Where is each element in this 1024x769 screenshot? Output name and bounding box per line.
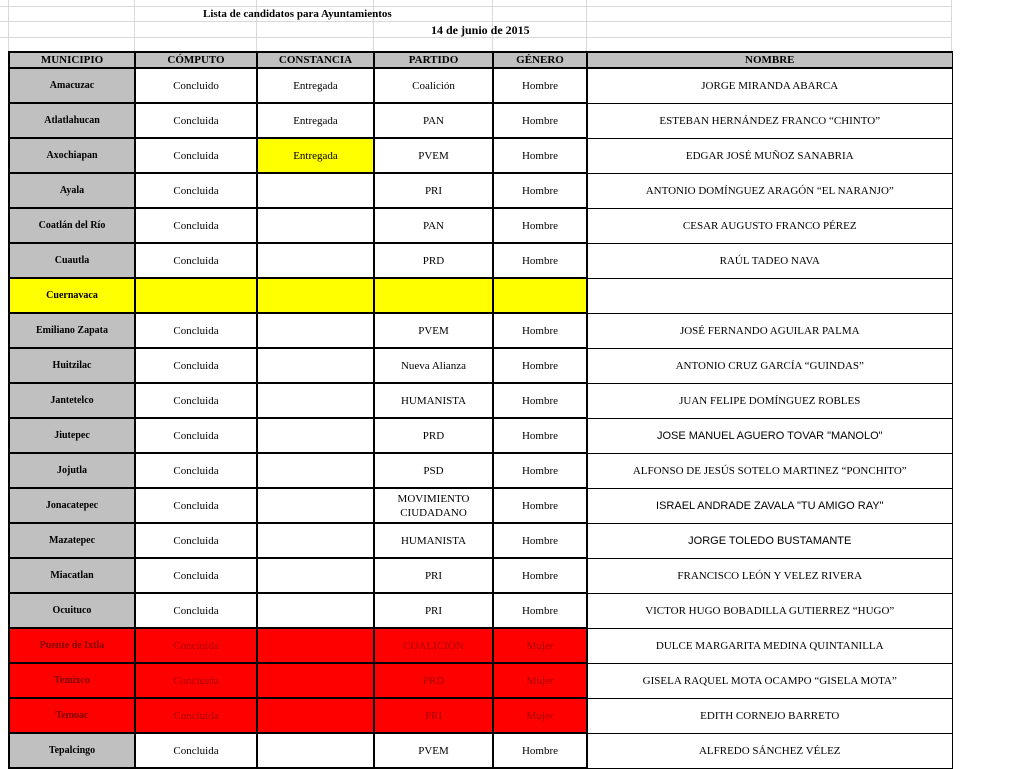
cell-computo[interactable]: Concluida bbox=[135, 348, 257, 383]
cell-genero[interactable]: Hombre bbox=[493, 243, 587, 278]
table-row bbox=[9, 173, 952, 208]
cell-municipio[interactable]: Emiliano Zapata bbox=[9, 313, 135, 348]
cell-genero[interactable]: Hombre bbox=[493, 383, 587, 418]
cell-computo[interactable]: Concluida bbox=[135, 103, 257, 138]
cell-nombre[interactable]: GISELA RAQUEL MOTA OCAMPO “GISELA MOTA” bbox=[587, 663, 952, 698]
cell-nombre[interactable]: EDITH CORNEJO BARRETO bbox=[587, 698, 952, 733]
cell-constancia[interactable] bbox=[257, 628, 374, 663]
cell-partido[interactable]: HUMANISTA bbox=[374, 383, 493, 418]
header-row bbox=[9, 52, 952, 68]
table-row bbox=[9, 418, 952, 453]
cell-constancia[interactable] bbox=[257, 698, 374, 733]
table-row bbox=[9, 138, 952, 173]
cell-constancia[interactable] bbox=[257, 733, 374, 768]
header-nombre[interactable]: NOMBRE bbox=[587, 52, 952, 68]
cell-nombre[interactable]: JOSÉ FERNANDO AGUILAR PALMA bbox=[587, 313, 952, 348]
cell-computo[interactable]: Concluida bbox=[135, 733, 257, 768]
cell-computo[interactable]: Concluida bbox=[135, 488, 257, 523]
cell-constancia[interactable] bbox=[257, 173, 374, 208]
table-row bbox=[9, 593, 952, 628]
cell-constancia[interactable] bbox=[257, 558, 374, 593]
cell-constancia[interactable] bbox=[257, 593, 374, 628]
table-row bbox=[9, 348, 952, 383]
cell-nombre[interactable]: ESTEBAN HERNÁNDEZ FRANCO “CHINTO” bbox=[587, 103, 952, 138]
cell-municipio[interactable]: Jonacatepec bbox=[9, 488, 135, 523]
cell-genero[interactable]: Hombre bbox=[493, 418, 587, 453]
cell-municipio[interactable]: Huitzilac bbox=[9, 348, 135, 383]
cell-constancia[interactable] bbox=[257, 488, 374, 523]
cell-nombre[interactable]: DULCE MARGARITA MEDINA QUINTANILLA bbox=[587, 628, 952, 663]
cell-nombre[interactable]: JOSE MANUEL AGUERO TOVAR "MANOLO" bbox=[587, 418, 952, 453]
table-row bbox=[9, 278, 952, 313]
cell-partido[interactable] bbox=[374, 278, 493, 313]
cell-computo[interactable]: Concluida bbox=[135, 558, 257, 593]
table-row bbox=[9, 663, 952, 698]
cell-genero[interactable]: Hombre bbox=[493, 733, 587, 768]
cell-computo[interactable]: Concluida bbox=[135, 523, 257, 558]
cell-partido[interactable]: COALICIÓN bbox=[374, 628, 493, 663]
cell-constancia[interactable] bbox=[257, 453, 374, 488]
table-row bbox=[9, 523, 952, 558]
cell-constancia[interactable] bbox=[257, 243, 374, 278]
cell-nombre[interactable]: ISRAEL ANDRADE ZAVALA "TU AMIGO RAY" bbox=[587, 488, 952, 523]
header-computo[interactable]: CÓMPUTO bbox=[135, 52, 257, 68]
cell-genero[interactable]: Hombre bbox=[493, 138, 587, 173]
cell-municipio[interactable]: Jiutepec bbox=[9, 418, 135, 453]
cell-partido[interactable]: MOVIMIENTO CIUDADANO bbox=[374, 488, 493, 523]
cell-partido[interactable]: PSD bbox=[374, 453, 493, 488]
cell-nombre[interactable]: FRANCISCO LEÓN Y VELEZ RIVERA bbox=[587, 558, 952, 593]
cell-nombre[interactable]: ALFREDO SÁNCHEZ VÉLEZ bbox=[587, 733, 952, 768]
cell-nombre[interactable]: ALFONSO DE JESÚS SOTELO MARTINEZ “PONCHITO” bbox=[587, 453, 952, 488]
cell-municipio[interactable]: Mazatepec bbox=[9, 523, 135, 558]
header-constancia[interactable]: CONSTANCIA bbox=[257, 52, 374, 68]
cell-genero[interactable]: Hombre bbox=[493, 103, 587, 138]
cell-constancia[interactable] bbox=[257, 523, 374, 558]
cell-municipio[interactable]: Coatlán del Río bbox=[9, 208, 135, 243]
cell-nombre[interactable]: CESAR AUGUSTO FRANCO PÉREZ bbox=[587, 208, 952, 243]
cell-genero[interactable]: Hombre bbox=[493, 348, 587, 383]
cell-computo[interactable]: Concluida bbox=[135, 453, 257, 488]
table-row bbox=[9, 488, 952, 523]
cell-partido[interactable]: PRI bbox=[374, 593, 493, 628]
cell-nombre[interactable]: JUAN FELIPE DOMÍNGUEZ ROBLES bbox=[587, 383, 952, 418]
cell-municipio[interactable]: Axochiapan bbox=[9, 138, 135, 173]
sheet-title: Lista de candidatos para Ayuntamientos bbox=[203, 8, 392, 20]
cell-municipio[interactable]: Cuautla bbox=[9, 243, 135, 278]
cell-municipio[interactable]: Cuernavaca bbox=[9, 278, 135, 313]
cell-computo[interactable]: Concluida bbox=[135, 418, 257, 453]
table-row bbox=[9, 733, 952, 768]
cell-computo[interactable]: Concluida bbox=[135, 313, 257, 348]
cell-genero[interactable]: Hombre bbox=[493, 208, 587, 243]
cell-computo[interactable]: Concluida bbox=[135, 138, 257, 173]
table-row bbox=[9, 208, 952, 243]
cell-partido[interactable]: PVEM bbox=[374, 313, 493, 348]
cell-partido[interactable]: PRI bbox=[374, 698, 493, 733]
cell-computo[interactable]: Concluida bbox=[135, 593, 257, 628]
cell-partido[interactable]: PRI bbox=[374, 558, 493, 593]
cell-constancia[interactable] bbox=[257, 348, 374, 383]
cell-computo[interactable] bbox=[135, 278, 257, 313]
cell-nombre[interactable]: ANTONIO CRUZ GARCÍA “GUINDAS” bbox=[587, 348, 952, 383]
table-row bbox=[9, 628, 952, 663]
cell-partido[interactable]: Nueva Alianza bbox=[374, 348, 493, 383]
header-partido[interactable]: PARTIDO bbox=[374, 52, 493, 68]
cell-nombre[interactable]: ANTONIO DOMÍNGUEZ ARAGÓN “EL NARANJO” bbox=[587, 173, 952, 208]
cell-municipio[interactable]: Temoac bbox=[9, 698, 135, 733]
cell-nombre[interactable]: JORGE MIRANDA ABARCA bbox=[587, 68, 952, 103]
cell-computo[interactable]: Concluida bbox=[135, 383, 257, 418]
cell-municipio[interactable]: Miacatlan bbox=[9, 558, 135, 593]
cell-partido[interactable]: Coalición bbox=[374, 68, 493, 103]
cell-partido[interactable]: PRD bbox=[374, 418, 493, 453]
cell-computo[interactable]: Concluida bbox=[135, 698, 257, 733]
cell-partido[interactable]: HUMANISTA bbox=[374, 523, 493, 558]
sheet-date: 14 de junio de 2015 bbox=[431, 23, 530, 37]
cell-computo[interactable]: Concluida bbox=[135, 663, 257, 698]
cell-constancia[interactable]: Entregada bbox=[257, 103, 374, 138]
cell-genero[interactable]: Hombre bbox=[493, 523, 587, 558]
cell-constancia[interactable] bbox=[257, 313, 374, 348]
cell-partido[interactable]: PAN bbox=[374, 103, 493, 138]
cell-municipio[interactable]: Jojutla bbox=[9, 453, 135, 488]
cell-municipio[interactable]: Ocuituco bbox=[9, 593, 135, 628]
cell-nombre[interactable]: JORGE TOLEDO BUSTAMANTE bbox=[587, 523, 952, 558]
cell-computo[interactable]: Concluida bbox=[135, 173, 257, 208]
cell-genero[interactable]: Mujer bbox=[493, 698, 587, 733]
table-row bbox=[9, 243, 952, 278]
cell-partido[interactable]: PVEM bbox=[374, 733, 493, 768]
cell-municipio[interactable]: Temixco bbox=[9, 663, 135, 698]
cell-municipio[interactable]: Amacuzac bbox=[9, 68, 135, 103]
cell-partido[interactable]: PVEM bbox=[374, 138, 493, 173]
header-municipio[interactable]: MUNICIPIO bbox=[9, 52, 135, 68]
cell-genero[interactable]: Mujer bbox=[493, 663, 587, 698]
cell-genero[interactable]: Hombre bbox=[493, 68, 587, 103]
cell-municipio[interactable]: Jantetelco bbox=[9, 383, 135, 418]
cell-nombre[interactable] bbox=[587, 278, 952, 313]
table-row bbox=[9, 698, 952, 733]
table-row bbox=[9, 558, 952, 593]
cell-partido[interactable]: PRI bbox=[374, 173, 493, 208]
cell-nombre[interactable]: RAÚL TADEO NAVA bbox=[587, 243, 952, 278]
cell-genero[interactable]: Hombre bbox=[493, 453, 587, 488]
cell-municipio[interactable]: Puente de Ixtla bbox=[9, 628, 135, 663]
cell-partido[interactable]: PAN bbox=[374, 208, 493, 243]
cell-nombre[interactable]: VICTOR HUGO BOBADILLA GUTIERREZ “HUGO” bbox=[587, 593, 952, 628]
cell-genero[interactable]: Hombre bbox=[493, 173, 587, 208]
cell-municipio[interactable]: Atlatlahucan bbox=[9, 103, 135, 138]
table-row bbox=[9, 68, 952, 103]
cell-genero[interactable]: Hombre bbox=[493, 593, 587, 628]
cell-genero[interactable]: Mujer bbox=[493, 628, 587, 663]
cell-genero[interactable]: Hombre bbox=[493, 488, 587, 523]
cell-computo[interactable]: Concluido bbox=[135, 68, 257, 103]
header-genero[interactable]: GÉNERO bbox=[493, 52, 587, 68]
cell-genero[interactable]: Hombre bbox=[493, 558, 587, 593]
table-row bbox=[9, 103, 952, 138]
cell-constancia[interactable]: Entregada bbox=[257, 68, 374, 103]
cell-constancia[interactable]: Entregada bbox=[257, 138, 374, 173]
table-row bbox=[9, 313, 952, 348]
candidates-table bbox=[8, 51, 953, 769]
cell-municipio[interactable]: Ayala bbox=[9, 173, 135, 208]
cell-partido[interactable]: PRD bbox=[374, 663, 493, 698]
cell-genero[interactable]: Hombre bbox=[493, 313, 587, 348]
table-row bbox=[9, 453, 952, 488]
cell-computo[interactable]: Concluida bbox=[135, 243, 257, 278]
cell-constancia[interactable] bbox=[257, 278, 374, 313]
cell-genero[interactable] bbox=[493, 278, 587, 313]
table-row bbox=[9, 383, 952, 418]
cell-computo[interactable]: Concluida bbox=[135, 628, 257, 663]
cell-municipio[interactable]: Tepalcingo bbox=[9, 733, 135, 768]
cell-partido[interactable]: PRD bbox=[374, 243, 493, 278]
cell-constancia[interactable] bbox=[257, 208, 374, 243]
cell-constancia[interactable] bbox=[257, 663, 374, 698]
cell-constancia[interactable] bbox=[257, 383, 374, 418]
cell-nombre[interactable]: EDGAR JOSÉ MUÑOZ SANABRIA bbox=[587, 138, 952, 173]
cell-constancia[interactable] bbox=[257, 418, 374, 453]
cell-computo[interactable]: Concluida bbox=[135, 208, 257, 243]
